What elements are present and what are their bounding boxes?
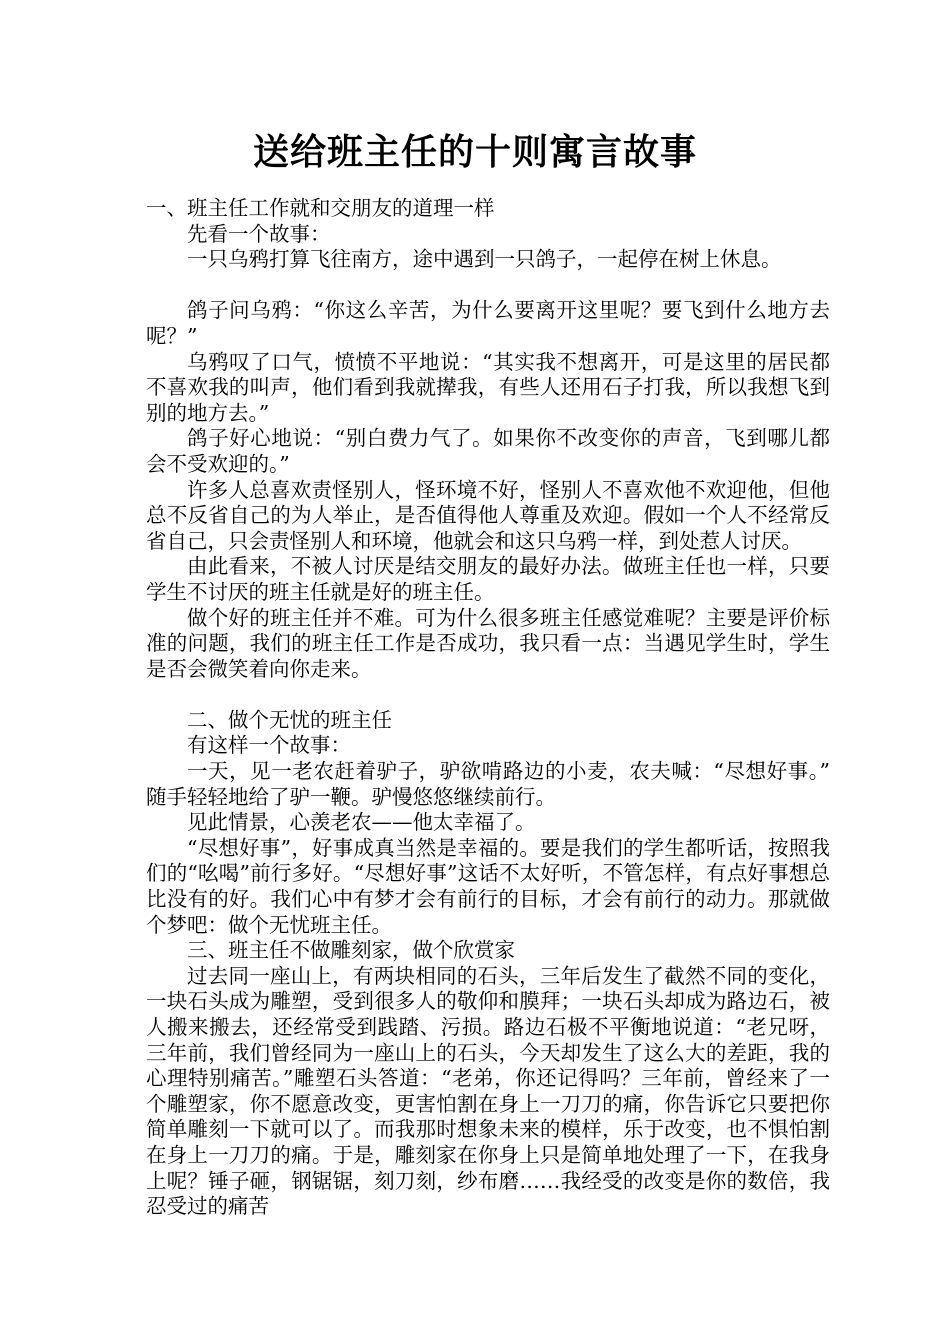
paragraph: 一、班主任工作就和交朋友的道理一样: [146, 196, 495, 220]
paragraph: 乌鸦叹了口气，愤愤不平地说：“其实我不想离开，可是这里的居民都不喜欢我的叫声，他们看到我就撵我，有些人还用石子打我，所以我想飞到别的地方去。”: [146, 349, 830, 425]
paragraph: 有这样一个故事：: [187, 733, 351, 758]
paragraph: 先看一个故事：: [187, 221, 331, 246]
paragraph: 许多人总喜欢责怪别人，怪环境不好，怪别人不喜欢他不欢迎他，但他总不反省自己的为人举止，是否值得他人尊重及欢迎。假如一个人不经常反省自己，只会责怪别人和环境，他就会和这只乌鸦一样，到处惹人讨厌。: [146, 477, 830, 553]
paragraph: 一天，见一老农赶着驴子，驴欲啃路边的小麦，农夫喊：“尽想好事。” 随手轻轻地给了驴一鞭。驴慢悠悠继续前行。: [146, 759, 851, 809]
blank-line: [146, 273, 830, 299]
paragraph: 三、班主任不做雕刻家，做个欣赏家: [187, 938, 515, 963]
paragraph: 一只乌鸦打算飞往南方，途中遇到一只鸽子，一起停在树上休息。: [187, 247, 782, 272]
document-body: [146, 196, 851, 1220]
blank-line: [146, 682, 830, 708]
paragraph: 由此看来，不被人讨厌是结交朋友的最好办法。做班主任也一样，只要学生不讨厌的班主任就是好的班主任。: [146, 554, 830, 604]
paragraph: “尽想好事”，好事成真当然是幸福的。要是我们的学生都听话，按照我们的“吆喝”前行多好。“尽想好事”这话不太好听，不管怎样，有点好事想总比没有的好。我们心中有梦才会有前行的目标，才会有前行的动力。那就做个梦吧：做个无忧班主任。: [146, 835, 830, 937]
paragraph: 鸽子问乌鸦：“你这么辛苦，为什么要离开这里呢？要飞到什么地方去呢？”: [146, 298, 830, 348]
paragraph: 见此情景，心羡老农——他太幸福了。: [187, 810, 536, 835]
document-title: 送给班主任的十则寓言故事: [252, 131, 697, 173]
paragraph: 二、做个无忧的班主任: [187, 707, 392, 732]
paragraph: 做个好的班主任并不难。可为什么很多班主任感觉难呢？主要是评价标准的问题，我们的班主任工作是否成功，我只看一点：当遇见学生时，学生是否会微笑着向你走来。: [146, 605, 830, 681]
paragraph: 鸽子好心地说：“别白费力气了。如果你不改变你的声音，飞到哪儿都会不受欢迎的。”: [146, 426, 830, 476]
paragraph: 过去同一座山上，有两块相同的石头，三年后发生了截然不同的变化，一块石头成为雕塑，受到很多人的敬仰和膜拜；一块石头却成为路边石，被人搬来搬去，还经常受到践踏、污损。路边石极不平衡地说道：“老兄呀，三年前，我们曾经同为一座山上的石头，今天却发生了这么大的差距，我的心理特别痛苦。”雕塑石头答道：“老弟，你还记得吗？三年前，曾经来了一个雕塑家，你不愿意改变，更害怕割在身上一刀刀的痛，你告诉它只要把你简单雕刻一下就可以了。而我那时想象未来的模样，乐于改变，也不惧怕割在身上一刀刀的痛。于是，雕刻家在你身上只是简单地处理了一下，在我身上呢？锤子砸，钢锯锯，刻刀刻，纱布磨……我经受的改变是你的数倍，我忍受过的痛苦: [146, 963, 830, 1219]
